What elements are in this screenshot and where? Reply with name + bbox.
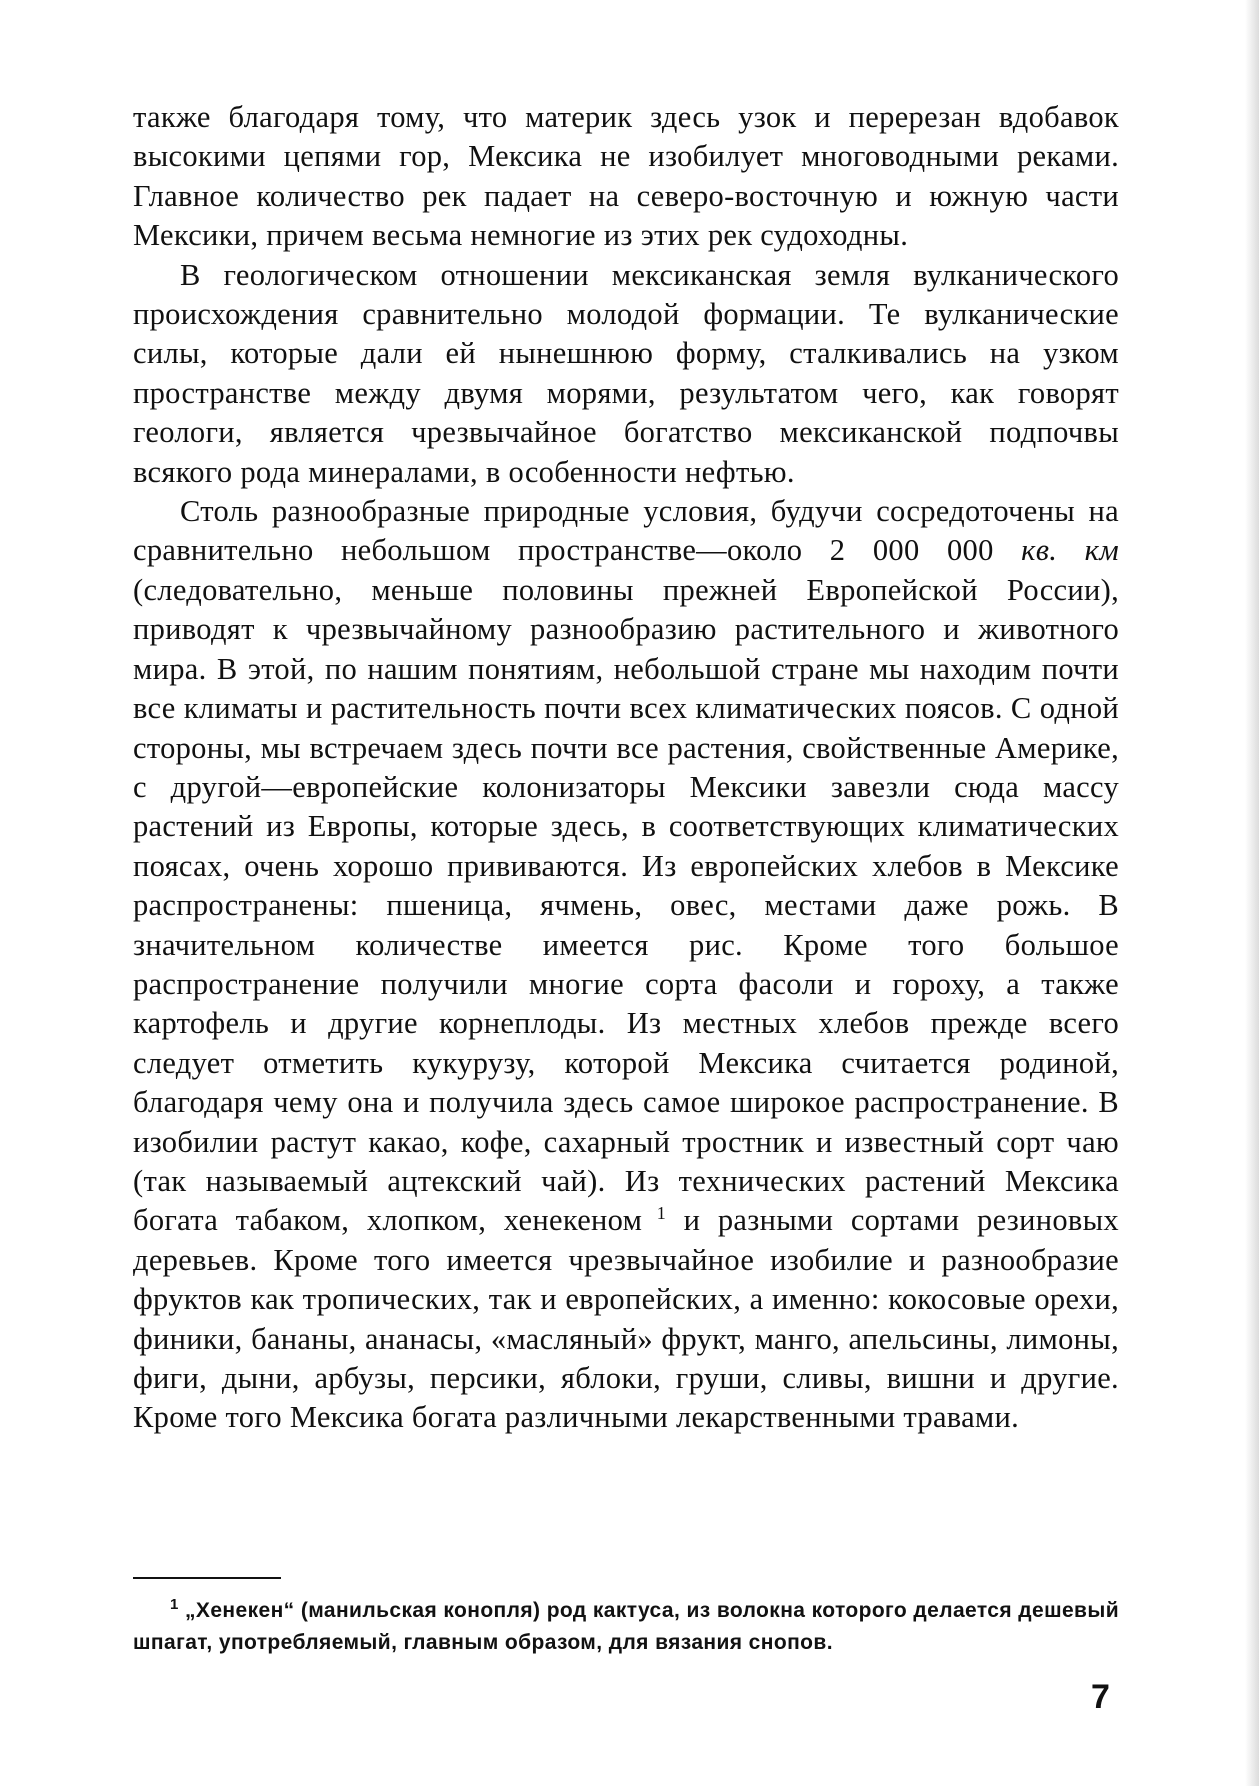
footnote xyxy=(133,1595,1119,1659)
footnote-reference[interactable]: 1 xyxy=(656,1203,667,1224)
page-body xyxy=(133,98,1119,1438)
flora-text-before-unit: Столь разнообразные природные условия, будучи сосредоточены на сравнительно небольшом пространстве—около 2 000 000 xyxy=(133,494,1119,568)
paragraph-geology: В геологическом отношении мексиканская земля вулканического происхождения сравнительно молодой формации. Те вулканические силы, которые дали ей нынешнюю форму, сталкивались на узком пространстве между двумя морями, результатом чего, как говорят геологи, является чрезвычайное богатство мексиканской подпочвы всякого рода минералами, в особенности нефтью. xyxy=(133,257,1119,489)
footnote-divider xyxy=(133,1577,281,1579)
page-edge-shadow xyxy=(1245,0,1259,1786)
flora-text-after-unit: (следовательно, меньше половины прежней Европейской России), приводят к чрезвычайному разнообразию растительного и животного мира. В этой, по нашим понятиям, небольшой стране мы находим почти все климаты и растительность почти всех климатических поясов. С одной стороны, мы встречаем здесь почти все растения, свойственные Америке, с другой—европейские колонизаторы Мексики завезли сюда массу растений из Европы, которые здесь, в соответствующих климатических поясах, очень хорошо прививаются. Из европейских хлебов в Мексике распространены: пшеница, ячмень, овес, местами даже рожь. В значительном количестве имеется рис. Кроме того большое распространение получили многие сорта фасоли и гороху, а также картофель и другие корнеплоды. Из местных хлебов прежде всего следует отметить кукурузу, которой Мексика считается родиной, благодаря чему она и получила здесь самое широкое распространение. В изобилии растут какао, кофе, сахарный тростник и известный сорт чаю (так называемый ацтекский чай). Из технических растений Мексика богата табаком, хлопком, хенекеном xyxy=(133,572,1119,1238)
area-unit: кв. км xyxy=(1021,533,1119,568)
page-number: 7 xyxy=(1091,1678,1110,1716)
footnote-text: „Хенекен“ (манильская конопля) род кактуса, из волокна которого делается дешевый шпагат, употребляемый, главным образом, для вязания снопов. xyxy=(133,1599,1119,1654)
flora-text-after-ref: и разными сортами резиновых деревьев. Кроме того имеется чрезвычайное изобилие и разнообразие фруктов как тропических, так и европейских, а именно: кокосовые орехи, финики, бананы, ананасы, «масляный» фрукт, манго, апельсины, лимоны, фиги, дыни, арбузы, персики, яблоки, груши, сливы, вишни и другие. Кроме того Мексика богата различными лекарственными травами. xyxy=(133,1203,1119,1435)
footnote-mark: 1 xyxy=(170,1596,179,1613)
paragraph-flora xyxy=(133,492,1119,1438)
paragraph-rivers: также благодаря тому, что материк здесь узок и перерезан вдобавок высокими цепями гор, Мексика не изобилует многоводными реками. Главное количество рек падает на северо-восточную и южную части Мексики, причем весьма немногие из этих рек судоходны. xyxy=(133,100,1119,253)
